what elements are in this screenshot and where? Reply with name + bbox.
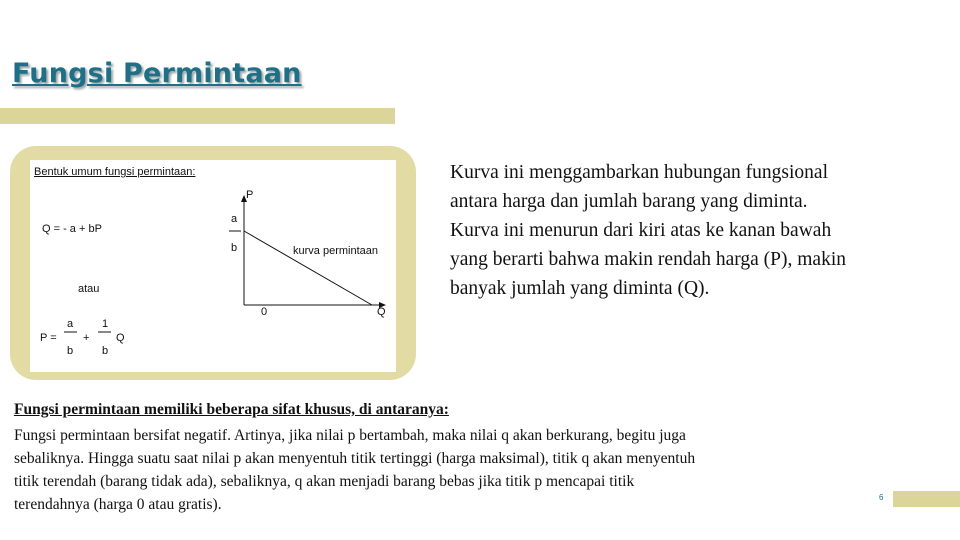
properties-heading: Fungsi permintaan memiliki beberapa sifat khusus, di antaranya: [14, 401, 449, 418]
y-axis-arrow [241, 195, 247, 202]
formula-p-label: P = [40, 332, 57, 344]
description-line: antara harga dan jumlah barang yang diminta. [450, 191, 808, 212]
formula-denominator-b: b [67, 345, 74, 357]
formula-plus: + [83, 332, 90, 344]
page-number: 6 [879, 493, 884, 502]
demand-curve-line [244, 231, 372, 305]
body-line: titik terendah (barang tidak ada), sebaliknya, q akan menjadi barang bebas jika titik p mencapai titik [14, 473, 635, 490]
formula-q-term: Q [116, 332, 125, 344]
body-line: Fungsi permintaan bersifat negatif. Artinya, jika nilai p bertambah, maka nilai q akan berkurang, begitu juga [14, 427, 686, 444]
curve-description [450, 158, 950, 303]
formula-atau: atau [78, 283, 100, 295]
slide-title: Fungsi Permintaan [12, 58, 302, 89]
demand-function-figure [30, 160, 396, 372]
description-line: banyak jumlah yang diminta (Q). [450, 278, 710, 299]
description-line: yang berarti bahwa makin rendah harga (P), makin [450, 249, 846, 270]
axis-intercept-a: a [231, 213, 238, 225]
body-line: sebaliknya. Hingga suatu saat nilai p akan menyentuh titik tertinggi (harga maksimal), titik q akan menyentuh [14, 450, 696, 467]
axis-origin-zero: 0 [261, 306, 268, 318]
footer-accent-bar [893, 491, 960, 507]
axis-label-q: Q [377, 306, 386, 318]
description-line: Kurva ini menurun dari kiri atas ke kanan bawah [450, 220, 832, 241]
title-accent-bar [0, 108, 395, 124]
axis-label-p: P [246, 189, 254, 201]
description-line: Kurva ini menggambarkan hubungan fungsional [450, 162, 828, 183]
formula-q: Q = - a + bP [42, 223, 102, 235]
formula-numerator-one: 1 [102, 318, 109, 330]
demand-curve-label: kurva permintaan [293, 245, 378, 257]
x-axis-arrow [379, 302, 386, 308]
demand-graph-svg [30, 160, 396, 372]
properties-body [14, 424, 894, 516]
figure-caption: Bentuk umum fungsi permintaan: [34, 166, 196, 178]
formula-numerator-a: a [67, 318, 74, 330]
body-line: terendahnya (harga 0 atau gratis). [14, 496, 222, 513]
axis-intercept-b: b [231, 242, 238, 254]
formula-denominator-b2: b [102, 345, 109, 357]
